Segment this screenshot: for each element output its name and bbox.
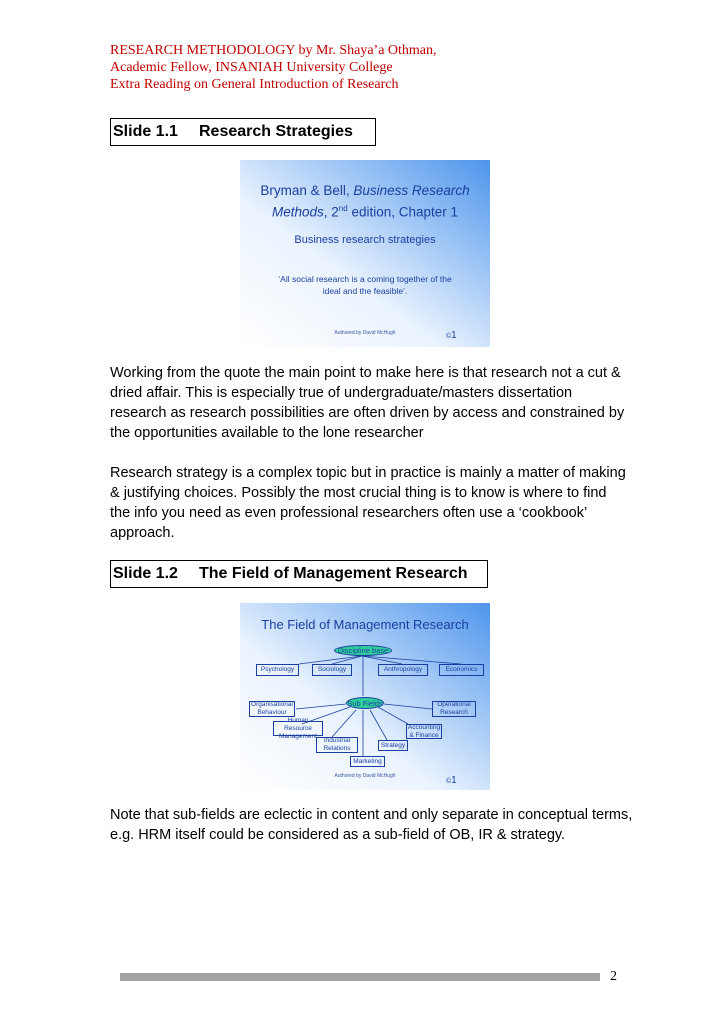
subfield-organisational-behaviour: Organisational Behaviour [249, 701, 295, 717]
subfield-marketing: Marketing [350, 756, 385, 767]
connector-strategy [370, 710, 387, 740]
slide-1-2-title: The Field of Management Research [199, 565, 468, 582]
ref-book-title-2: Methods [271, 204, 324, 220]
footer-page-number: 2 [610, 969, 617, 984]
connector-psychology [299, 656, 362, 664]
slide-1-1-page [446, 330, 457, 341]
subfield-hrm: Human Resource Management [273, 721, 323, 736]
slide-1-1-reference [240, 182, 490, 222]
copyright-icon: © [446, 333, 452, 340]
slide-1-2-page [446, 775, 457, 786]
copyright-icon: © [446, 778, 452, 785]
connector-accounting [378, 707, 408, 724]
subfield-accounting-finance: Accounting & Finance [407, 723, 441, 739]
ref-edition-sup: nd [338, 204, 348, 213]
paragraph-1: Working from the quote the main point to make here is that research not a cut & dried affair. This is especially true of undergraduate/masters dissertation research as research possibilities are often driven by access and constrained by the opportunities available to the lone researcher [110, 365, 625, 441]
ref-edition-2: edition, Chapter 1 [347, 204, 459, 220]
subfield-industrial-relations: Industrial Relations [316, 737, 358, 753]
discipline-anthropology: Anthropology [378, 664, 428, 676]
slide-1-1-number: Slide 1.1 [113, 123, 178, 140]
header-line-1: RESEARCH METHODOLOGY by Mr. Shaya’a Othman, [110, 43, 437, 58]
slide-1-1-title: Research Strategies [199, 123, 353, 140]
slide-1-2-diagram-title: The Field of Management Research [261, 617, 469, 632]
quote-line-2: ideal and the feasible’. [322, 286, 408, 296]
slide-1-1-image [240, 160, 490, 347]
connector-anthropology [362, 656, 402, 664]
paragraph-2: Research strategy is a complex topic but in practice is mainly a matter of making & justifying choices. Possibly the most crucial thing is to know is where to find the info you need as even professional researchers often use a ‘cookbook’ approach. [110, 465, 626, 541]
ref-edition-1: , 2 [323, 204, 339, 220]
ref-authors: Bryman & Bell, [260, 183, 354, 198]
subfield-strategy: Strategy [378, 740, 408, 751]
slide-1-2-authored: Authored by David McHugh [334, 773, 396, 779]
slide-1-2-page-number: 1 [451, 775, 457, 786]
paragraph-3: Note that sub-fields are eclectic in content and only separate in conceptual terms, e.g. HRM itself could be considered as a sub-field of OB, IR & strategy. [110, 807, 633, 843]
discipline-sociology: Sociology [312, 664, 352, 676]
slide-1-2-number: Slide 1.2 [113, 565, 178, 582]
slide-1-2-heading [110, 560, 488, 588]
footer-bar [120, 973, 600, 981]
slide-1-1-page-number: 1 [451, 330, 457, 341]
header-line-2: Academic Fellow, INSANIAH University College [110, 60, 393, 75]
sub-fields-node: Sub Fields [347, 698, 383, 708]
document-header [110, 42, 650, 93]
slide-1-1-subtitle: Business research strategies [294, 234, 436, 246]
connector-ir [332, 710, 356, 737]
slide-1-1-heading [110, 118, 376, 146]
slide-1-1-quote [240, 273, 490, 297]
connector-economics [362, 656, 461, 664]
connector-or [384, 704, 432, 709]
header-line-3: Extra Reading on General Introduction of Research [110, 77, 399, 92]
discipline-base-node: Discipline base [334, 645, 392, 656]
slide-1-1-authored: Authored by David McHugh [334, 330, 396, 336]
discipline-psychology: Psychology [256, 664, 299, 676]
connector-sociology [332, 656, 362, 664]
subfield-operational-research: Operational Research [432, 701, 476, 717]
ref-book-title-1: Business Research [353, 183, 470, 198]
quote-line-1: ‘All social research is a coming together of the [278, 274, 452, 284]
discipline-economics: Economics [439, 664, 484, 676]
connector-ob [296, 704, 346, 709]
slide-1-2-image [240, 603, 490, 790]
